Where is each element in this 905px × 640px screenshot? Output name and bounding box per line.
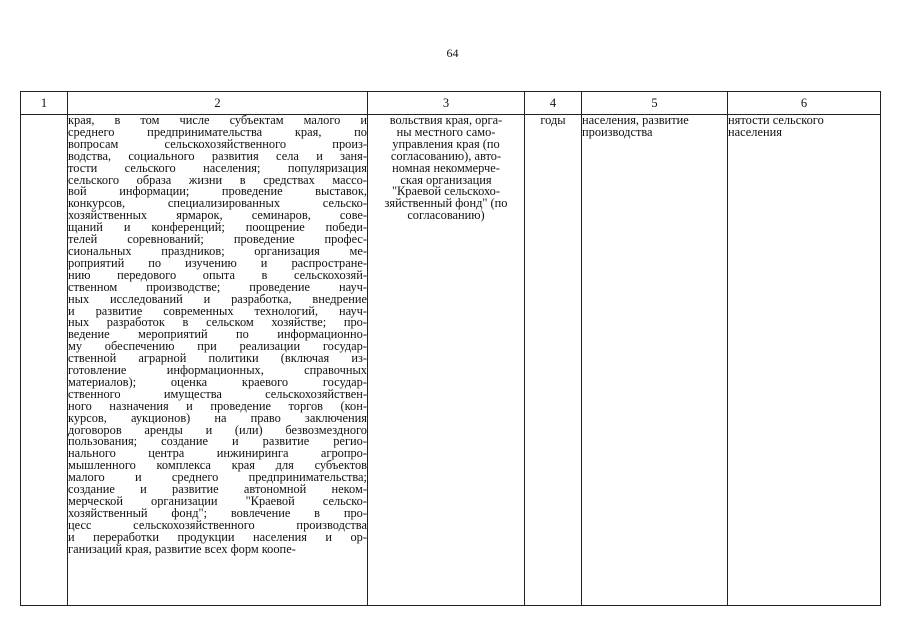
text-line: ных разработок в сельском хозяйстве; про- [68,315,367,330]
text-line: производства [582,124,653,139]
text-line: ганизаций края, развитие всех форм коопе- [68,541,296,556]
text-line: ская организация [400,172,492,187]
text-line: ственном производстве; проведение науч- [68,279,367,294]
text-line: ственного имущества сельскохозяйствен- [68,386,367,401]
text-line: му обеспечению при реализации государ- [68,339,367,354]
text-line: водства, социального развития села и заня- [68,148,367,163]
text-line: "Краевой сельскохо- [391,184,500,199]
text-line: сельского образа жизни в средствах массо- [68,172,367,187]
text-line: и развитие современных технологий, науч- [68,303,367,318]
header-row [21,92,881,115]
text-line: вопросам сельскохозяйственного произ- [68,136,367,151]
header-col-4: 4 [525,92,582,115]
text-line: зяйственный фонд" (по [384,196,508,211]
text-line: нятости сельского [728,113,824,127]
text-line: нального центра инжиниринга агропро- [68,446,367,461]
text-line: края, в том числе субъектам малого и [68,113,367,127]
text-line: среднего предпринимательства края, по [68,124,367,139]
text-line: и переработки продукции населения и ор- [68,529,367,544]
cell-col-2 [68,115,368,606]
text-line: нию передового опыта в сельскохозяй- [68,267,367,282]
text-line: хозяйственный фонд"; вовлечение в про- [68,505,367,520]
text-line: телей соревнований; проведение профес- [68,232,367,247]
text-line: мерческой организации "Краевой сельско- [68,494,367,508]
cell-col-1 [21,115,68,606]
text-line: сиональных праздников; организация ме- [68,243,367,258]
text-line: населения, развитие [582,113,689,127]
text-line: договоров аренды и (или) безвозмездного [68,422,367,437]
text-line: малого и среднего предпринимательства; [68,470,367,485]
text-line: цесс сельскохозяйственного производства [68,517,367,532]
cell-col-3 [368,115,525,606]
page-number: 64 [446,46,459,60]
program-table [20,91,881,606]
header-col-6: 6 [728,92,881,115]
text-line: курсов, аукционов) на право заключения [68,410,367,425]
text-line: ных исследований и разработка, внедрение [68,291,367,306]
text-line: номная некоммерче- [392,160,500,175]
text-line: конкурсов, специализированных сельско- [68,196,367,211]
text-line: согласованию), авто- [390,148,502,163]
header-col-3: 3 [368,92,525,115]
text-line: материалов); оценка краевого государ- [68,374,367,389]
text-line: согласованию) [407,208,485,223]
text-line: хозяйственных ярмарок, семинаров, сове- [68,208,367,223]
header-col-5: 5 [582,92,728,115]
text-line: ного назначения и проведение торгов (кон- [68,398,367,413]
cell-col-4: годы [525,115,582,606]
text-line: роприятий по изучению и распростране- [68,255,367,270]
header-col-2: 2 [68,92,368,115]
text-line: мышленного комплекса края для субъектов [68,458,367,473]
text-line: населения [728,124,782,139]
table-row [21,115,881,606]
text-line: тости сельского населения; популяризация [68,160,367,175]
text-line: ведение мероприятий по информационно- [68,327,367,342]
text-line: вой информации; проведение выставок, [68,184,367,199]
text-line: управления края (по [392,136,500,151]
header-col-1: 1 [21,92,68,115]
cell-col-5 [582,115,728,606]
text-line: пользования; создание и развитие регио- [68,434,367,449]
text-line: щаний и конференций; поощрение победи- [68,220,367,235]
text-line: ны местного само- [396,124,496,139]
text-line: готовление информационных, справочных [68,363,367,378]
text-line: создание и развитие автономной неком- [68,482,367,497]
cell-col-6 [728,115,881,606]
text-line: ственной аграрной политики (включая из- [68,351,367,366]
text-line: вольствия края, орга- [389,113,503,127]
